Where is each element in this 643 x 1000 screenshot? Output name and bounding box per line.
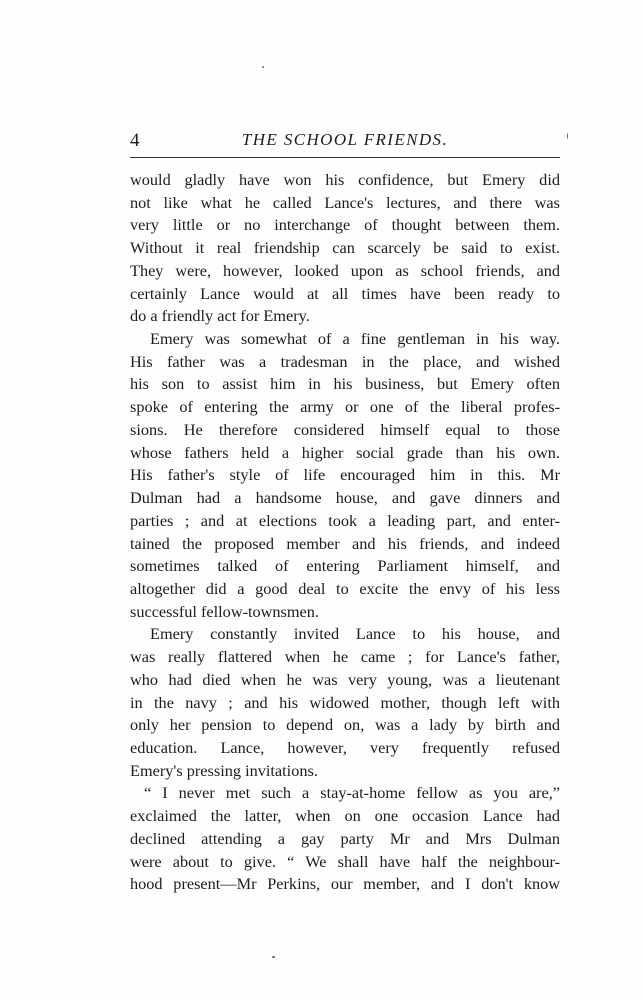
text-line: his son to assist him in his business, but Emery often bbox=[130, 374, 560, 394]
text-line: not like what he called Lance's lectures, and there was bbox=[130, 192, 560, 212]
text-line: only her pension to depend on, was a lady by birth and bbox=[130, 715, 560, 735]
text-line: education. Lance, however, very frequently refused bbox=[130, 737, 560, 757]
body-text bbox=[130, 169, 560, 896]
text-line: successful fellow-townsmen. bbox=[130, 601, 319, 621]
text-line: Emery was somewhat of a fine gentleman in his way. bbox=[150, 329, 560, 349]
text-line: They were, however, looked upon as school friends, and bbox=[130, 260, 560, 280]
text-line: His father was a tradesman in the place, and wished bbox=[130, 351, 560, 371]
text-line: Emery's pressing invitations. bbox=[130, 760, 318, 780]
running-title: THE SCHOOL FRIENDS. bbox=[241, 130, 449, 149]
text-line: Without it real friendship can scarcely be said to exist. bbox=[130, 238, 560, 258]
text-line: would gladly have won his confidence, but Emery did bbox=[130, 170, 560, 189]
text-line: His father's style of life encouraged him in this. Mr bbox=[130, 465, 560, 485]
text-line: spoke of entering the army or one of the liberal profes- bbox=[130, 397, 560, 417]
text-line: very little or no interchange of thought between them. bbox=[130, 215, 560, 235]
text-line: parties ; and at elections took a leading part, and enter- bbox=[130, 510, 560, 530]
page-number: 4 bbox=[130, 130, 140, 151]
text-line: who had died when he was very young, was a lieutenant bbox=[130, 669, 560, 689]
text-line: sometimes talked of entering Parliament himself, and bbox=[130, 556, 560, 576]
text-line: was really flattered when he came ; for Lance's father, bbox=[130, 647, 560, 667]
text-line: were about to give. “ We shall have half the neighbour- bbox=[130, 851, 560, 871]
text-line: exclaimed the latter, when on one occasion Lance had bbox=[130, 806, 560, 826]
text-line: in the navy ; and his widowed mother, though left with bbox=[130, 692, 560, 712]
scan-speck bbox=[262, 66, 264, 68]
text-line: Emery constantly invited Lance to his house, and bbox=[150, 624, 560, 644]
text-line: “ I never met such a stay-at-home fellow as you are,” bbox=[144, 783, 560, 803]
text-line: altogether did a good deal to excite the envy of his less bbox=[130, 578, 560, 598]
text-line: sions. He therefore considered himself equal to those bbox=[130, 419, 560, 439]
scan-speck bbox=[272, 956, 275, 958]
text-line: Dulman had a handsome house, and gave dinners and bbox=[130, 488, 560, 508]
scan-speck bbox=[567, 133, 568, 139]
text-line: certainly Lance would at all times have been ready to bbox=[130, 283, 560, 303]
header-rule bbox=[130, 157, 560, 158]
text-line: do a friendly act for Emery. bbox=[130, 306, 310, 326]
text-line: declined attending a gay party Mr and Mrs Dulman bbox=[130, 828, 560, 848]
text-line: hood present—Mr Perkins, our member, and I don't know bbox=[130, 874, 560, 894]
running-header bbox=[130, 126, 560, 156]
text-line: tained the proposed member and his friends, and indeed bbox=[130, 533, 560, 553]
text-line: whose fathers held a higher social grade than his own. bbox=[130, 442, 560, 462]
